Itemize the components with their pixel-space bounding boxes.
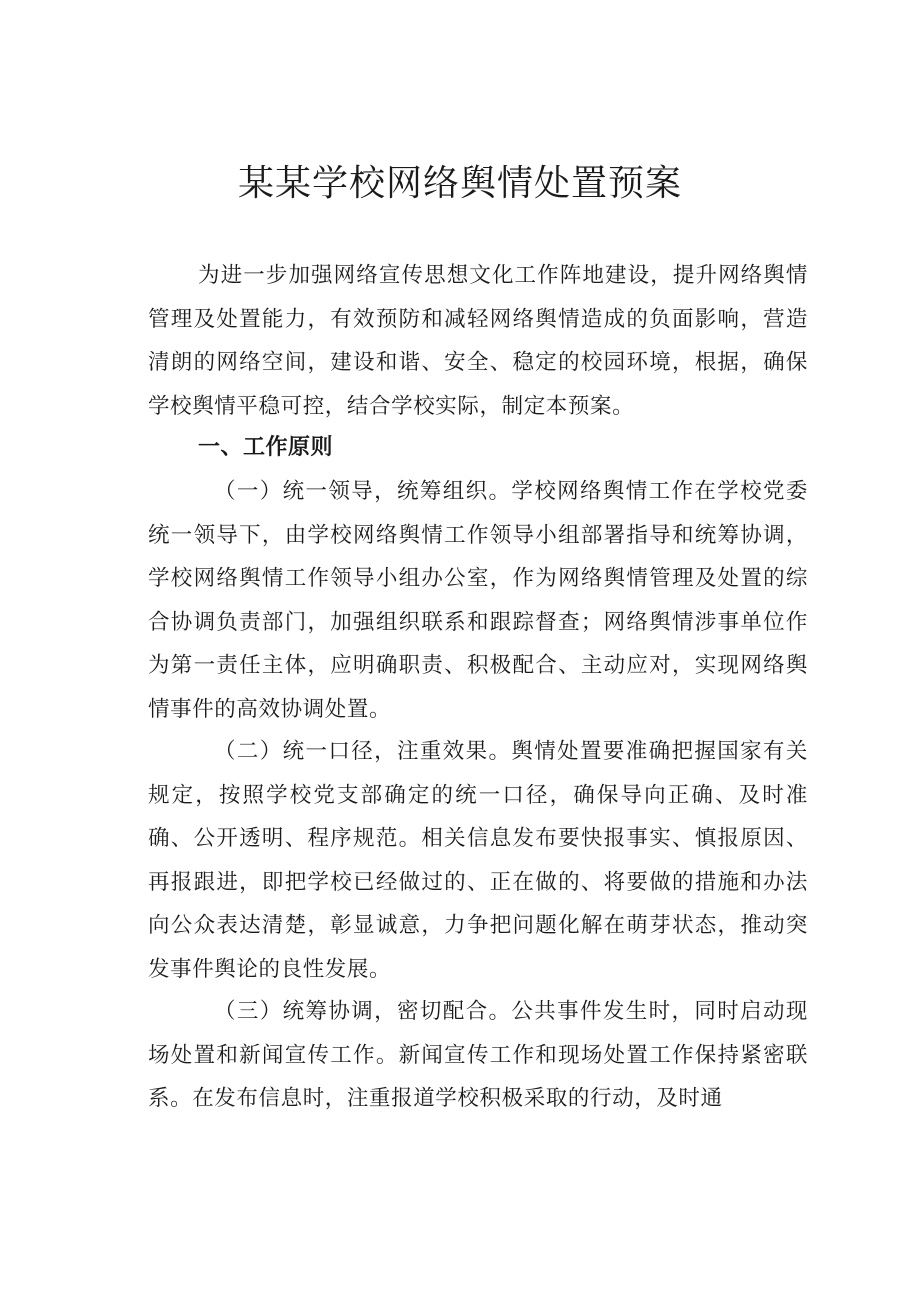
intro-paragraph: 为进一步加强网络宣传思想文化工作阵地建设，提升网络舆情管理及处置能力，有效预防和减轻网络舆情造成的负面影响，营造清朗的网络空间，建设和谐、安全、稳定的校园环境，根据，确保学校舆情平稳可控，结合学校实际，制定本预案。 [148, 263, 808, 419]
document-title: 某某学校网络舆情处置预案 [237, 163, 682, 204]
section-heading-work-principles: 一、工作原则 [198, 435, 334, 460]
principle-paragraph-3: （三）统筹协调，密切配合。公共事件发生时，同时启动现场处置和新闻宣传工作。新闻宣传工作和现场处置工作保持紧密联系。在发布信息时，注重报道学校积极采取的行动，及时通 [148, 999, 808, 1111]
principle-paragraph-1: （一）统一领导，统筹组织。学校网络舆情工作在学校党委统一领导下，由学校网络舆情工作领导小组部署指导和统筹协调，学校网络舆情工作领导小组办公室，作为网络舆情管理及处置的综合协调负责部门，加强组织联系和跟踪督查；网络舆情涉事单位作为第一责任主体，应明确职责、积极配合、主动应对，实现网络舆情事件的高效协调处置。 [148, 479, 808, 722]
principle-paragraph-2: （二）统一口径，注重效果。舆情处置要准确把握国家有关规定，按照学校党支部确定的统一口径，确保导向正确、及时准确、公开透明、程序规范。相关信息发布要快报事实、慎报原因、再报跟进，即把学校已经做过的、正在做的、将要做的措施和办法向公众表达清楚，彰显诚意，力争把问题化解在萌芽状态，推动突发事件舆论的良性发展。 [148, 739, 808, 982]
